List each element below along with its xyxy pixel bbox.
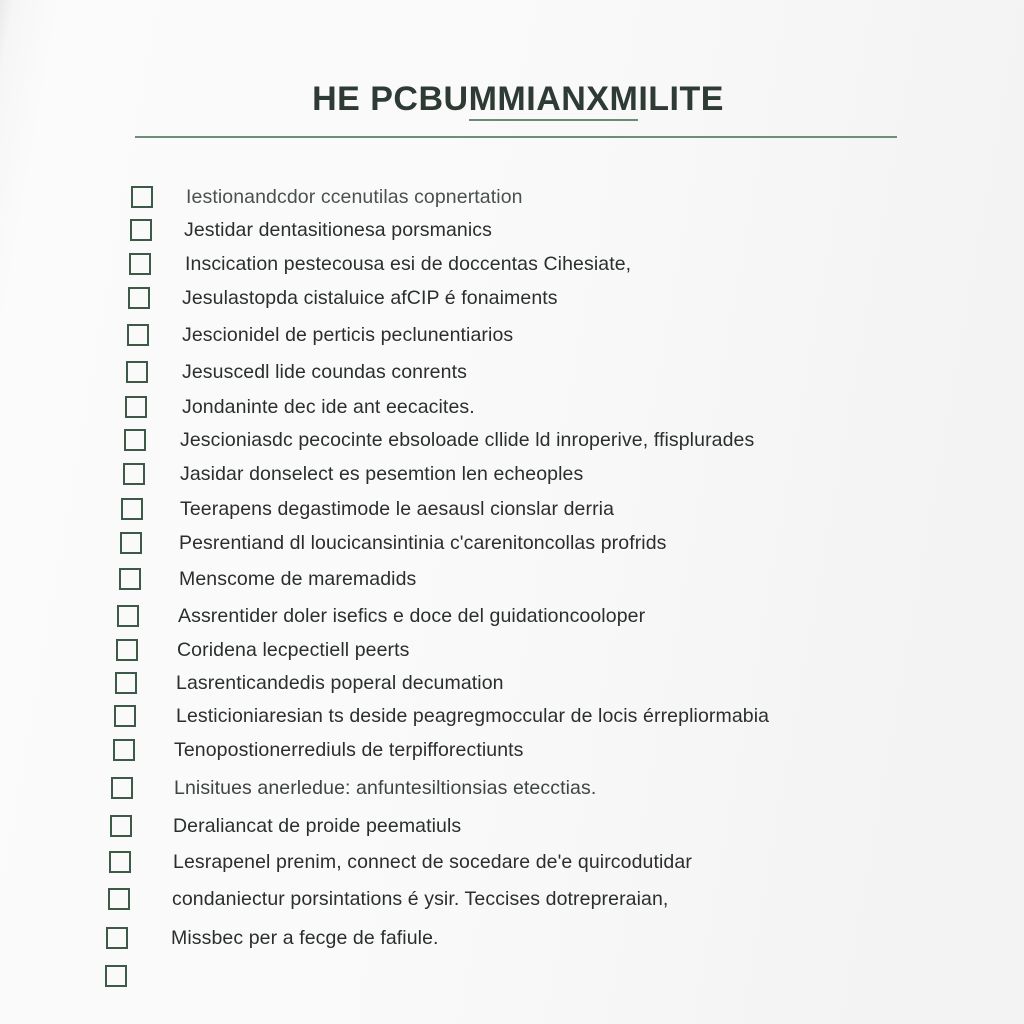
checkbox[interactable] [125,396,147,418]
checklist-item-label: Jestidar dentasitionesa porsmanics [184,218,492,241]
checkbox[interactable] [128,287,150,309]
checkbox[interactable] [121,498,143,520]
checklist-item [114,701,769,731]
checklist-item-label: Teerapens degastimode le aesausl cionslar derria [180,497,615,520]
checkbox[interactable] [111,777,133,799]
checkbox[interactable] [131,186,153,208]
checkbox[interactable] [130,219,152,241]
checklist-item [127,320,513,350]
checklist-item [105,961,170,991]
checklist-item [128,283,558,313]
checklist-item [111,773,596,803]
checklist-item-label: Deraliancat de proide peematiuls [173,814,462,837]
checkbox[interactable] [109,851,131,873]
checklist-item-label: Jescionidel de perticis peclunentiarios [182,323,514,346]
checklist-item [124,425,754,455]
checklist-item [115,668,504,698]
document-title-part-2: MMIANXM [469,80,639,121]
checklist-item-label: Assrentider doler isefics e doce del guidationcooloper [178,604,646,627]
checklist-item [121,494,614,524]
checkbox[interactable] [126,361,148,383]
checkbox[interactable] [110,815,132,837]
checklist-item [120,528,667,558]
checklist-item-label: condaniectur porsintations é ysir. Teccises dotrepreraian, [172,887,669,910]
checkbox[interactable] [114,705,136,727]
checkbox[interactable] [105,965,127,987]
checklist-item-label: Jondaninte dec ide ant eecacites. [182,395,475,418]
checklist-item [129,249,631,279]
checkbox[interactable] [113,739,135,761]
checklist-item-label: Inscication pestecousa esi de doccentas Cihesiate, [185,252,632,275]
document-title-part-1: HE PCBU [312,80,469,118]
checklist-item [108,884,668,914]
checklist-item-label: Jesulastopda cistaluice afCIP é fonaiments [182,286,558,309]
checklist-item [119,564,416,594]
checklist-item-label: Pesrentiand dl loucicansintinia c'carenitoncollas profrids [179,531,667,554]
checkbox[interactable] [116,639,138,661]
checklist-item [113,735,524,765]
checklist-item-label: Lasrenticandedis poperal decumation [176,671,504,694]
checklist-item [109,847,692,877]
checklist-item-label: Jescioniasdc pecocinte ebsoloade cllide ld inroperive, ffisplurades [180,428,755,451]
checkbox[interactable] [123,463,145,485]
checklist-item [106,923,439,953]
checkbox[interactable] [124,429,146,451]
checklist-item-label: Iestionandcdor ccenutilas copnertation [186,185,523,208]
checklist-item-label: Lesticioniaresian ts deside peagregmoccular de locis érrepliormabia [176,704,770,727]
checklist-item [123,459,583,489]
checklist-item-label: Jesuscedl lide coundas conrents [182,360,467,383]
checklist-item [130,215,492,245]
checkbox[interactable] [127,324,149,346]
checklist-item-label: Lnisitues anerledue: anfuntesiltionsias etecctias. [174,776,597,799]
checklist-item [116,635,410,665]
checkbox[interactable] [117,605,139,627]
checklist-item-label: Jasidar donselect es pesemtion len echeoples [180,462,584,485]
checkbox[interactable] [119,568,141,590]
checkbox[interactable] [115,672,137,694]
checkbox[interactable] [120,532,142,554]
checklist-item-label: Missbec per a fecge de fafiule. [171,926,439,949]
checklist-item [126,357,467,387]
checklist-item-label: Coridena lecpectiell peerts [177,638,410,661]
checklist-item-label: Lesrapenel prenim, connect de socedare de'e quircodutidar [173,850,692,873]
checklist-item [110,811,461,841]
checkbox[interactable] [129,253,151,275]
checklist-item [125,392,475,422]
checkbox[interactable] [106,927,128,949]
document-title-part-3: ILITE [638,80,724,118]
checklist-item-label: Tenopostionerrediuls de terpifforectiunts [174,738,524,761]
checklist-item-label: Menscome de maremadids [179,567,417,590]
checklist-item [117,601,645,631]
checklist-item [131,182,523,212]
checkbox[interactable] [108,888,130,910]
